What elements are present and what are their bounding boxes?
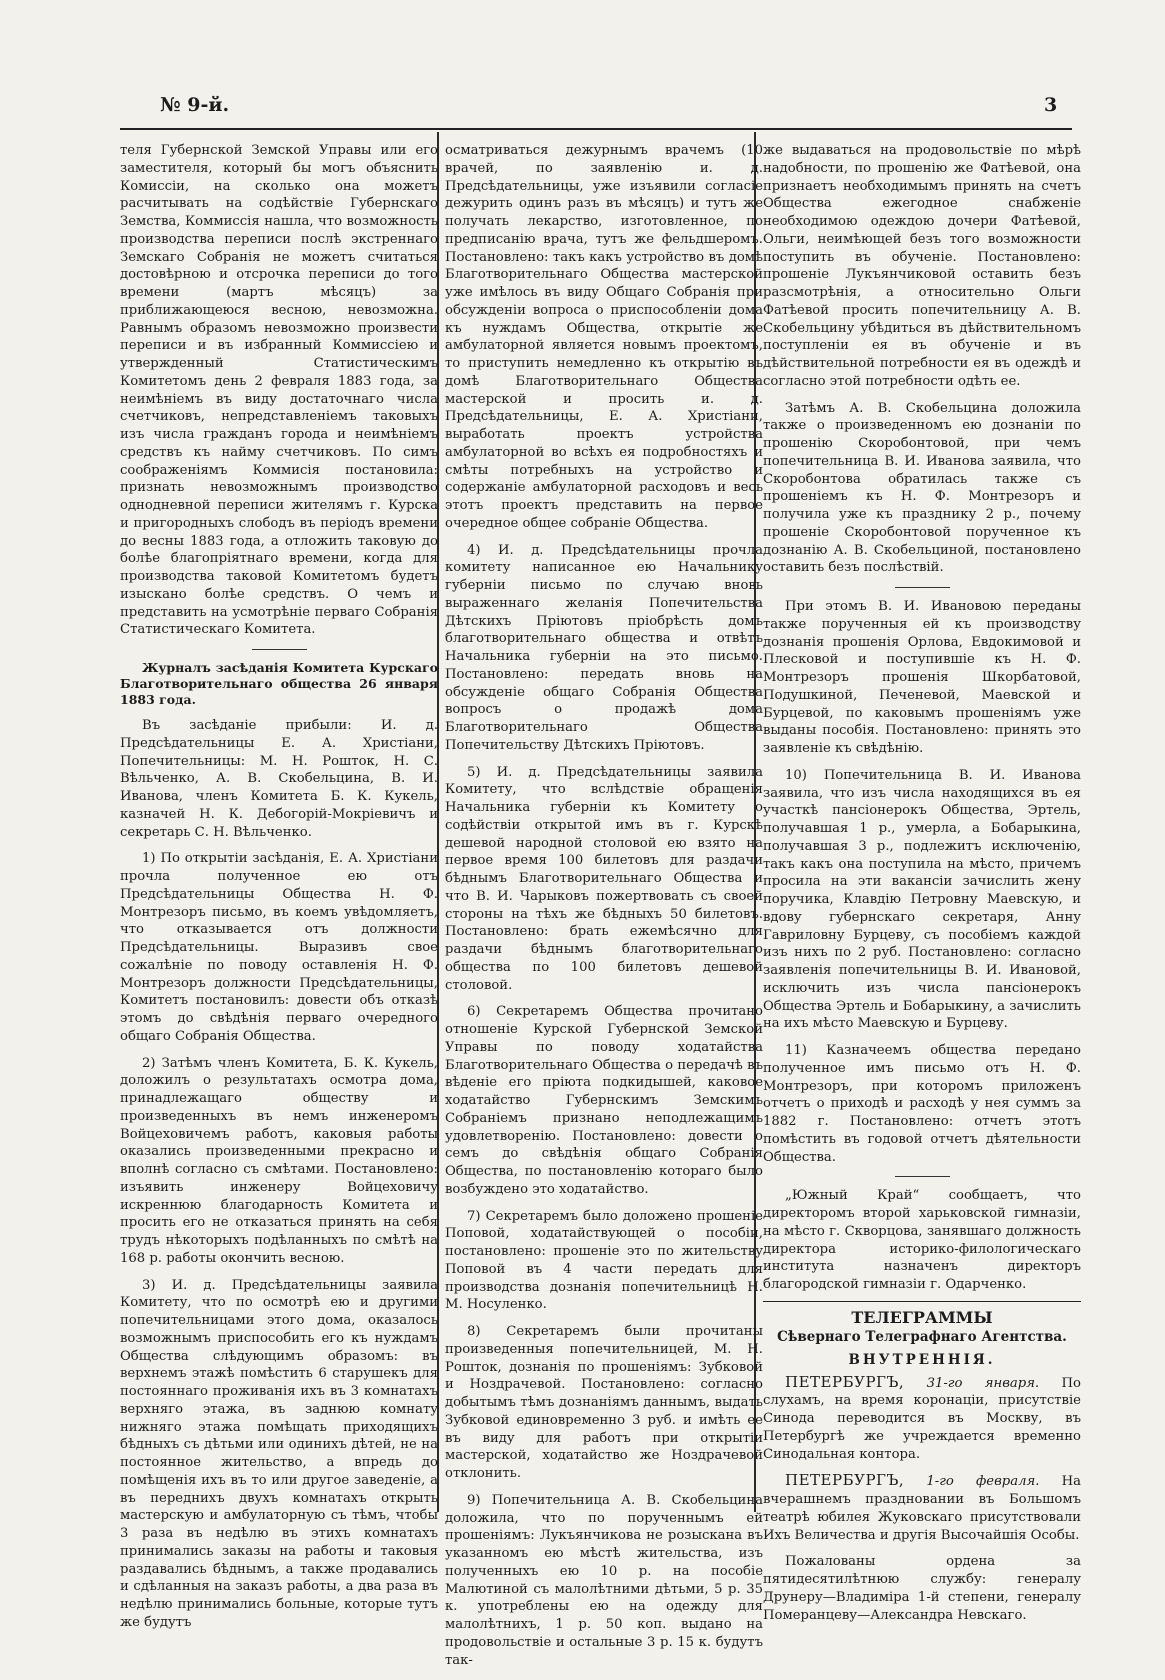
paragraph: 2) Затѣмъ членъ Комитета, Б. К. Кукель, доложилъ о результатахъ осмотра дома, принадлежащаго обществу и произведенныхъ въ немъ инженеромъ Войцеховичемъ работъ, каковыя работы оказались произведенными прекрасно и вполнѣ согласно съ смѣтами. Постановлено: изъявить инженеру Войцеховичу искреннюю благодарность Комитета и просить его не отказаться принять на себя трудъ нѣкоторыхъ подѣланныхъ по смѣтѣ на 168 р. работы окончить весною. xyxy=(120,1055,438,1266)
paragraph: 3) И. д. Предсѣдательницы заявила Комитету, что по осмотрѣ ею и другими попечительницами этого дома, оказалось возможнымъ приспособить его къ нуждамъ Общества слѣдующимъ образомъ: въ верхнемъ этажѣ помѣстить 6 старушекъ для постояннаго проживанiя ихъ въ 3 комнатахъ верхняго этажа, въ заднюю комнату нижняго этажа помѣщать приходящихъ бѣдныхъ съ дѣтьми или одинихъ дѣтей, не на постоянное жительство, а впредь до помѣщенiя ихъ въ то или другое заведенiе, а въ переднихъ двухъ комнатахъ открыть мастерскую и амбулаторную съ тѣмъ, чтобы 3 раза въ недѣлю въ этихъ комнатахъ принимались заказы на работы и таковыя раздавались бѣднымъ, а также продавались и сдѣланныя на заказъ работы, а два раза въ недѣлю принимались больные, которые тутъ же будутъ xyxy=(120,1277,438,1630)
journal-title: Журналъ засѣданiя Комитета Курскаго Благотворительнаго общества 26 января 1883 года. xyxy=(120,660,438,707)
paragraph: же выдаваться на продовольствiе по мѣрѣ надобности, по прошенiю же Фатѣевой, она признаетъ необходимымъ принять на счетъ Общества ежегодное снабженiе необходимою одеждою дочери Фатѣевой, Ольги, неимѣющей безъ того возможности поступить въ обученiе. Постановлено: прошенiе Лукъянчиковой оставить безъ разсмотрѣнiя, а относительно Ольги Фатѣевой просить попечительницу А. В. Скобельцину убѣдиться въ дѣйствительномъ поступленiи ея въ обученiе и въ дѣйствительной потребности ея въ одеждѣ и согласно этой потребности одѣть ее. xyxy=(763,143,1081,389)
paragraph: 1) По открытiи засѣданiя, Е. А. Христiани прочла полученное ею отъ Предсѣдательницы Общества Н. Ф. Монтрезоръ письмо, въ коемъ увѣдомляетъ, что отказывается отъ должности Предсѣдательницы. Выразивъ свое сожалѣнiе по поводу оставленiя Н. Ф. Монтрезоръ должности Предсѣдательницы, Комитетъ постановилъ: довести объ отказѣ этомъ до свѣдѣнiя перваго очередного общаго Собранiя Общества. xyxy=(120,851,438,1044)
telegram-date: 31-го января. xyxy=(926,1375,1040,1391)
issue-number: № 9-й. xyxy=(160,94,230,116)
paragraph: 11) Казначеемъ общества передано полученное имъ письмо отъ Н. Ф. Монтрезоръ, при которомъ приложенъ отчетъ о приходѣ и расходѣ у нея суммъ за 1882 г. Постановлено: отчетъ этотъ помѣстить въ годовой отчетъ дѣятельности Общества. xyxy=(763,1043,1081,1165)
telegram-item xyxy=(763,1374,1081,1464)
section-heading: ВНУТРЕННIЯ. xyxy=(848,1351,996,1368)
paragraph: 9) Попечительница А. В. Скобельцина доложила, что по порученнымъ ей прошенiямъ: Лукъянчикова не розыскана въ указанномъ ею мѣстѣ жительства, изъ полученныхъ ею 10 р. на пособiе Малютиной съ малолѣтними дѣтьми, 5 р. 35 к. употреблены ею на одежду для малолѣтнихъ, 1 р. 50 коп. выдано на продовольствiе и остальные 3 р. 15 к. будутъ так- xyxy=(445,1492,763,1668)
telegram-item: Пожалованы ордена за пятидесятилѣтнюю службу: генералу Друнеру—Владимiра 1-й степени, генералу Померанцеву—Александра Невскаго. xyxy=(763,1554,1081,1623)
paragraph: При этомъ В. И. Ивановою переданы также порученныя ей къ производству дознанiя прошенiя Орлова, Евдокимовой и Плесковой и поступившiе къ Н. Ф. Монтрезоръ прошенiя Шкорбатовой, Подушкиной, Печеневой, Маевской и Бурцевой, по каковымъ прошенiямъ уже выданы пособiя. Постановлено: принять это заявленiе къ свѣдѣнiю. xyxy=(763,599,1081,756)
telegram-city: ПЕТЕРБУРГЪ, xyxy=(785,1471,905,1490)
paragraph: Затѣмъ А. В. Скобельцина доложила также о произведенномъ ею дознанiи по прошенiю Скоробонтовой, при чемъ попечительница В. И. Иванова заявила, что Скоробонтова обратилась также съ прошенiемъ къ Н. Ф. Монтрезоръ и получила уже къ празднику 2 р., почему прошенiе Скоробонтовой порученное къ дознанiю А. В. Скобельциной, постановлено оставить безъ послѣствiй. xyxy=(763,400,1081,576)
column-2 xyxy=(445,142,763,1668)
telegram-city: ПЕТЕРБУРГЪ, xyxy=(785,1372,905,1391)
section-divider xyxy=(895,1176,950,1177)
column-1 xyxy=(120,142,438,1630)
section-divider xyxy=(895,587,950,588)
telegram-item xyxy=(763,1472,1081,1544)
telegram-rule xyxy=(763,1301,1081,1302)
paragraph: Въ засѣданiе прибыли: И. д. Предсѣдательницы Е. А. Христiани, Попечительницы: М. Н. Рошток, Н. С. Вѣльченко, А. В. Скобельцина, В. И. Иванова, членъ Комитета Б. К. Кукель, казначей Н. К. Дебогорiй-Мокрiевичъ и секретарь С. Н. Вѣльченко. xyxy=(120,718,438,840)
section-divider xyxy=(252,649,307,650)
telegram-text: По слухамъ, на время коронацiи, присутствiе Синода переводится въ Москву, въ Петербургѣ же учреждается временно Синодальная контора. xyxy=(763,1375,1081,1462)
paragraph: 6) Секретаремъ Общества прочитано отношенiе Курской Губернской Земской Управы по поводу ходатайства Благотворительнаго Общества о передачѣ въ вѣденiе его прiюта подкидышей, каковое ходатайство Губернскимъ Земскимъ Собранiемъ признано неподлежащимъ удовлетворенiю. Постановлено: довести о семъ до свѣдѣнiя общаго Собранiя Общества, по постановленiю котораго было возбуждено это ходатайство. xyxy=(445,1004,763,1197)
news-item: „Южный Край“ сообщаетъ, что директоромъ второй харьковской гимназiи, на мѣсто г. Скворцова, занявшаго должность директора историко-филологическаго института назначенъ директоръ благородской гимназiи г. Одарченко. xyxy=(763,1188,1081,1292)
paragraph: 4) И. д. Предсѣдательницы прочла комитету написанное ею Начальнику губернiи письмо по случаю вновь выраженнаго желанiя Попечительства Дѣтскихъ Прiютовъ прiобрѣсть домъ благотворительнаго общества и отвѣтъ Начальника губернiи на это письмо. Постановлено: передать вновь на обсужденiе общаго Собранiя Общества вопросъ о продажѣ дома Благотворительнаго Общества Попечительству Дѣтскихъ Прiютовъ. xyxy=(445,542,763,753)
paragraph: теля Губернской Земской Управы или его заместителя, который бы могъ объяснить Комиссiи, на сколько она можетъ расчитывать на содѣйствiе Губернскаго Земства, Коммиссiя нашла, что возможность производства переписи послѣ экстреннаго Земскаго Собранiя не можетъ считаться достовѣрною и отсрочка переписи до того времени (мартъ мѣсяцъ) за приближающеюся весною, невозможна. Равнымъ образомъ невозможно произвести переписи и въ избранный Коммиссiею и утвержденный Статистическимъ Комитетомъ день 2 февраля 1883 года, за неимѣнiемъ въ виду достаточнаго числа счетчиковъ, непредставленiемъ таковыхъ изъ числа гражданъ города и неимѣнiемъ средствъ къ найму счетчиковъ. По симъ соображенiямъ Коммисiя постановила: признать невозможнымъ производство однодневной переписи жителямъ г. Курска и пригородныхъ слободъ въ перiодъ времени до весны 1883 года, а отложить таковую до болѣе благопрiятнаго времени, когда для производства таковой Комитетомъ будетъ изыскано болѣе средствъ. О чемъ и представить на усмотрѣнiе перваго Собранiя Статистическаго Комитета. xyxy=(120,143,438,638)
column-3 xyxy=(763,142,1081,1623)
paragraph: осматриваться дежурнымъ врачемъ (10 врачей, по заявленiю и. д. Предсѣдательницы, уже изъявили согласiе дежурить одинъ разъ въ мѣсяцъ) и тутъ же получать лекарство, изготовленное, по предписанiю врача, тутъ же фельдшеромъ. Постановлено: такъ какъ устройство въ домѣ Благотворительнаго Общества мастерской уже имѣлось въ виду Общаго Собранiя при обсужденiи вопроса о приспособленiи дома къ нуждамъ Общества, открытiе же амбулаторной является новымъ проектомъ, то приступить немедленно къ открытiю въ домѣ Благотворительнаго Общества мастерской и просить и. д. Предсѣдательницы, Е. А. Христiани, выработать проектъ устройства амбулаторной во всѣхъ ея подробностяхъ и смѣты потребныхъ на устройство и содержанiе амбулаторной расходовъ и весь этотъ проектъ представить на первое очередное общее собранiе Общества. xyxy=(445,143,763,531)
paragraph: 5) И. д. Предсѣдательницы заявила Комитету, что вслѣдствiе обращенiя Начальника губернiи къ Комитету о содѣйствiи открытой имъ въ г. Курскѣ дешевой народной столовой ею взято на первое время 100 билетовъ для раздачи бѣднымъ Благотворительнаго Общества и что В. И. Чарыковъ пожертвовать съ своей стороны на тѣхъ же бѣдныхъ 50 билетовъ. Постановлено: брать ежемѣсячно для раздачи бѣднымъ благотворительнаго общества по 100 билетовъ дешевой столовой. xyxy=(445,764,763,993)
paragraph: 7) Секретаремъ было доложено прошенiе Поповой, ходатайствующей о пособiи, постановлено: прошенiе это по жительству Поповой въ 4 части передать для производства дознанiя попечительницѣ Н. М. Носуленко. xyxy=(445,1208,763,1313)
header-rule xyxy=(120,128,1072,130)
telegram-date: 1-го февраля. xyxy=(926,1474,1040,1490)
telegram-text: На вчерашнемъ праздновании въ Большомъ театрѣ юбилея Жуковскаго присутствовали Ихъ Величества и другiя Высочайшiя Особы. xyxy=(763,1474,1081,1543)
telegrams-heading: ТЕЛЕГРАММЫ xyxy=(851,1307,993,1327)
telegrams-subheading: Сѣвернаго Телеграфнаго Агентства. xyxy=(777,1328,1067,1345)
page-number: 3 xyxy=(1044,94,1058,116)
paragraph: 10) Попечительница В. И. Иванова заявила, что изъ числа находящихся въ ея участкѣ пансiонерокъ Общества, Эртель, получавшая 1 р., умерла, а Бобарыкина, получавшая 3 р., подлежитъ исключенiю, такъ какъ она поступила на мѣсто, причемъ просила на эти вакансiи зачислить жену поручика, Клавдiю Петровну Маевскую, и вдову губернскаго секретаря, Анну Гавриловну Бурцеву, съ пособiемъ каждой изъ нихъ по 2 руб. Постановлено: согласно заявленiя попечительницы В. И. Ивановой, исключить изъ числа пансiонерокъ Общества Эртель и Бобарыкину, а зачислить на ихъ мѣсто Маевскую и Бурцеву. xyxy=(763,767,1081,1032)
paragraph: 8) Секретаремъ были прочитаны произведенныя попечительницей, М. Н. Рошток, дознанiя по прошенiямъ: Зубковой и Ноздрачевой. Постановлено: согласно добытымъ тѣмъ дознанiямъ даннымъ, выдать Зубковой единовременно 3 руб. и имѣть ее въ виду для работъ при открытiи мастерской, ходатайство же Ноздрачевой отклонить. xyxy=(445,1324,763,1481)
